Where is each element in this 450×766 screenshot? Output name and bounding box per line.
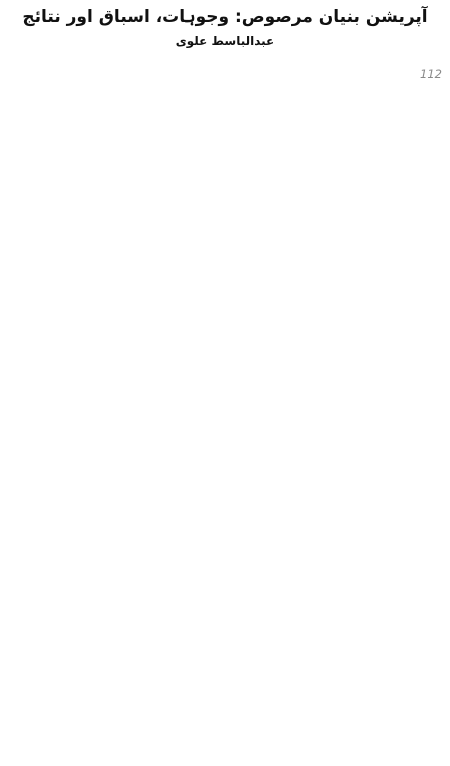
article-body: [8, 60, 442, 760]
legible-number: 112: [420, 67, 442, 81]
author-byline: عبدالباسط علوی: [175, 34, 275, 48]
article-headline: آپریشن بنیان مرصوص: وجوہات، اسباق اور نتائج: [22, 7, 428, 27]
